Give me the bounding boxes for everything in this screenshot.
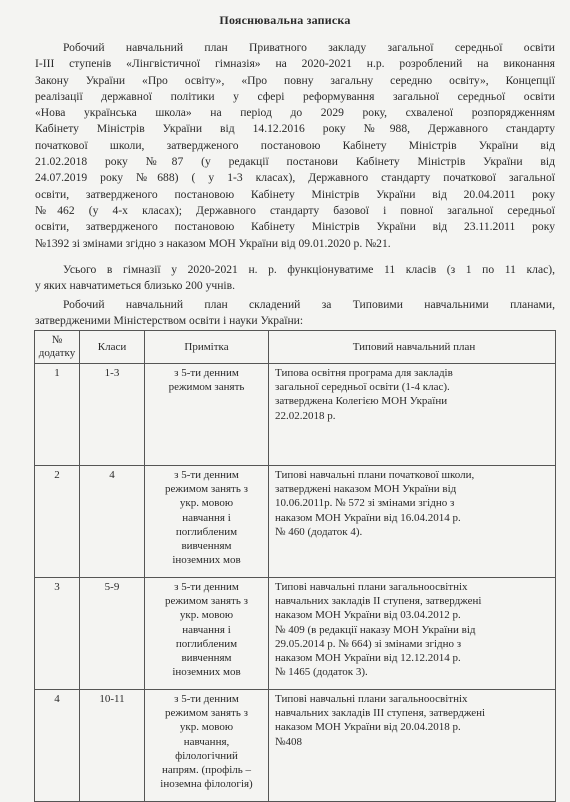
cell-plan: Типові навчальні плани початкової школи, затверджені наказом МОН України від 10.06.2011р. № 572 зі змінами згідно з наказом МОН України від 16.04.2014 р. № 460 (додаток 4). [269, 466, 556, 578]
header-note: Примітка [145, 331, 269, 364]
cell-note: з 5-ти денним режимом занять [145, 364, 269, 466]
cell-appendix: 3 [35, 578, 80, 690]
curriculum-table [34, 330, 556, 802]
plan-paragraph [35, 297, 555, 330]
intro-line: Закону України «Про освіту», «Про повну загальну середню освіту», Концепції [35, 73, 555, 87]
intro-line: І-ІІІ ступенів «Лінгвістичної гімназія» на 2020-2021 н.р. розроблений на виконання [35, 57, 555, 71]
cell-appendix: 1 [35, 364, 80, 466]
intro-line: Робочий навчальний план Приватного закладу загальної середньої освіти [63, 41, 555, 54]
table-header-row [35, 331, 556, 364]
intro-line: №1392 зі змінами згідно з наказом МОН України від 09.01.2020 р. №21. [35, 236, 391, 250]
classes-line: у яких навчатиметься близько 200 учнів. [35, 279, 236, 293]
intro-line: реалізації державної політики у сфері реформування загальної середньої освіти [35, 89, 555, 103]
classes-paragraph [35, 262, 555, 295]
intro-line: Кабінету Міністрів України від 14.12.2016 року №988, Державного стандарту [35, 122, 555, 136]
table-row [35, 466, 556, 578]
cell-appendix: 2 [35, 466, 80, 578]
intro-line: №462 (у 4-х класах); Державного стандарту базової і повної загальної середньої [35, 203, 555, 217]
cell-classes: 4 [80, 466, 145, 578]
cell-plan: Типові навчальні плани загальноосвітніх навчальних закладів ІІІ ступеня, затверджені наказом МОН України від 20.04.2018 р. №408 [269, 690, 556, 802]
cell-note: з 5-ти денним режимом занять з укр. мовою навчання, філологічний напрям. (профіль – іноземна філологія) [145, 690, 269, 802]
classes-line: Усього в гімназії у 2020-2021 н. р. функціонуватиме 11 класів (з 1 по 11 клас), [63, 263, 555, 276]
plan-line: затвердженими Міністерством освіти і науки України: [35, 314, 304, 328]
cell-classes: 5-9 [80, 578, 145, 690]
cell-note: з 5-ти денним режимом занять з укр. мовою навчання і поглибленим вивченням іноземних мов [145, 578, 269, 690]
document-title: Пояснювальна записка [219, 13, 351, 27]
intro-line: 21.02.2018 року №87 (у редакції постанови Кабінету Міністрів України від [35, 155, 555, 169]
table-row [35, 578, 556, 690]
cell-plan: Типова освітня програма для закладів загальної середньої освіти (1-4 клас). затверджена Колегією МОН України 22.02.2018 р. [269, 364, 556, 466]
intro-line: освіти, затвердженого постановою Кабінету Міністрів України від 23.11.2011 року [35, 220, 555, 234]
cell-appendix: 4 [35, 690, 80, 802]
intro-line: освіти, затвердженого постановою Кабінету Міністрів України від 20.04.2011 року [35, 187, 555, 201]
header-appendix: № додатку [35, 331, 80, 364]
cell-note: з 5-ти денним режимом занять з укр. мовою навчання і поглибленим вивченням іноземних мов [145, 466, 269, 578]
plan-line: Робочий навчальний план складений за Типовими навчальними планами, [63, 298, 555, 311]
cell-plan: Типові навчальні плани загальноосвітніх навчальних закладів ІІ ступеня, затверджені наказом МОН України від 03.04.2012 р. № 409 (в редакції наказу МОН України від 29.05.2014 р. № 664) зі змінами згідно з наказом МОН України від 12.12.2014 р. № 1465 (додаток 3). [269, 578, 556, 690]
intro-paragraph [35, 40, 555, 252]
intro-line: «Нова українська школа» на період до 2029 року, схваленої розпорядженням [35, 106, 555, 120]
header-plan: Типовий навчальний план [269, 331, 556, 364]
table-row [35, 364, 556, 466]
intro-line: 24.07.2019 року №688) ( у 1-3 класах), Державного стандарту початкової загальної [35, 171, 555, 185]
table-row [35, 690, 556, 802]
cell-classes: 10-11 [80, 690, 145, 802]
header-classes: Класи [80, 331, 145, 364]
cell-classes: 1-3 [80, 364, 145, 466]
intro-line: початкової школи, затвердженого постановою Кабінету Міністрів України від [35, 138, 555, 152]
